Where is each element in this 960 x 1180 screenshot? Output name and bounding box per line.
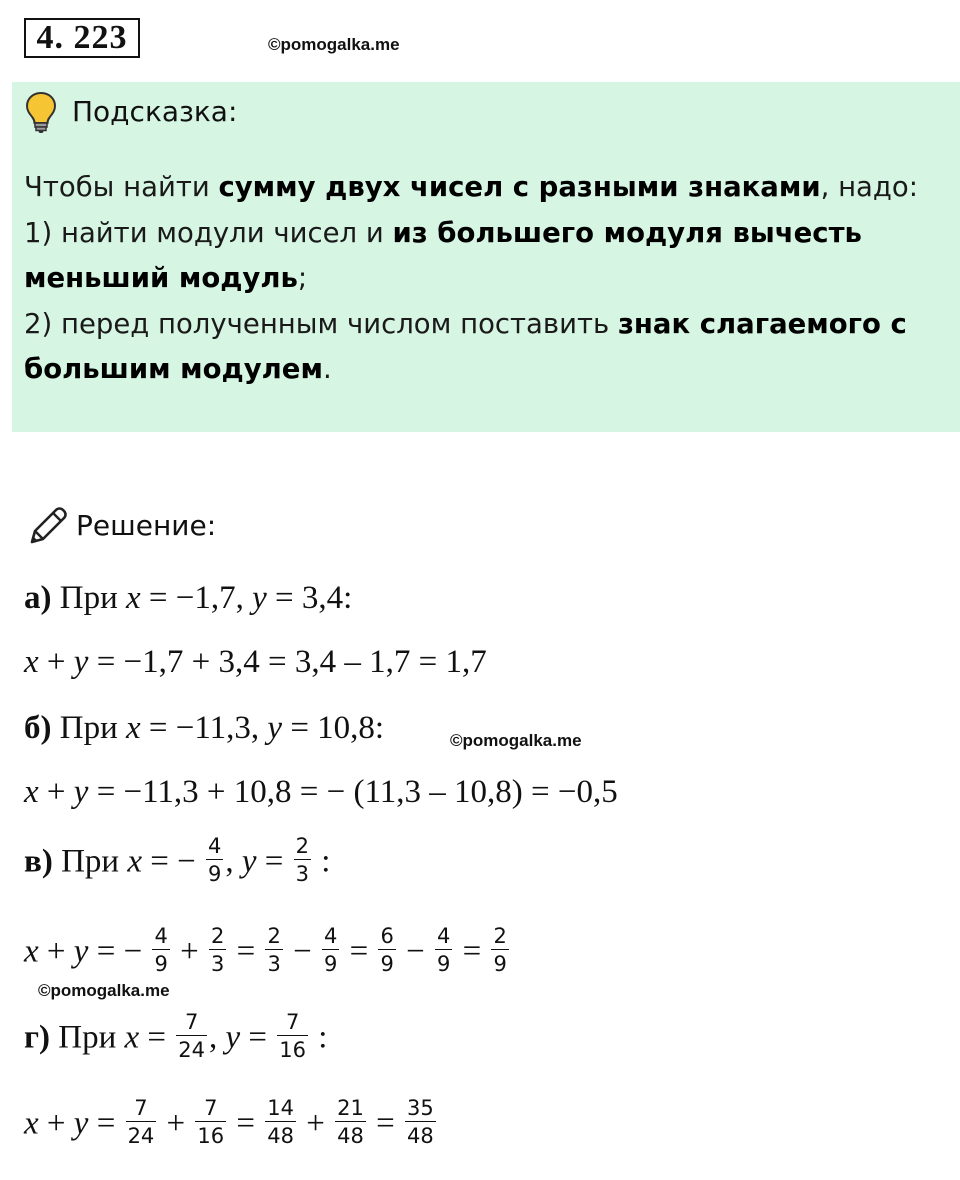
item-label: а) xyxy=(24,580,52,616)
fraction-denominator: 16 xyxy=(279,1038,307,1062)
hint-line-1 xyxy=(24,165,949,211)
math-text: = −11,3 + 10,8 = − (11,3 – 10,8) = −0,5 xyxy=(88,774,618,810)
var-y: y xyxy=(225,1019,241,1056)
hint-text-bold: меньший модуль xyxy=(24,262,298,294)
hint-text xyxy=(24,165,949,393)
var-y: y xyxy=(73,774,89,810)
var-x: x xyxy=(126,710,141,746)
solution-title: Решение: xyxy=(76,509,217,542)
var-x: x xyxy=(24,644,39,680)
var-x: x xyxy=(126,580,141,616)
fraction-numerator: 4 xyxy=(323,924,338,948)
hint-text-bold: из большего модуля вычесть xyxy=(392,216,862,249)
watermark-bottom: ©pomogalka.me xyxy=(38,981,170,1000)
item-label: г) xyxy=(24,1019,50,1056)
fraction-numerator: 7 xyxy=(277,1010,308,1036)
fraction-denominator: 9 xyxy=(380,952,394,976)
fraction-numerator: 4 xyxy=(436,924,451,948)
fraction xyxy=(265,924,282,976)
math-text: − xyxy=(397,933,433,970)
pencil-icon xyxy=(26,504,70,548)
solution-g-calc xyxy=(24,1096,438,1152)
math-text: = xyxy=(228,933,264,970)
hint-text-bold: знак слагаемого с xyxy=(617,307,907,340)
fraction-numerator: 7 xyxy=(126,1096,157,1122)
math-text: = xyxy=(240,1019,276,1056)
hint-line-2 xyxy=(24,211,949,257)
fraction xyxy=(277,1010,308,1062)
fraction xyxy=(322,924,339,976)
math-text: = xyxy=(454,933,490,970)
var-x: x xyxy=(24,1105,39,1142)
math-text: = xyxy=(139,1019,175,1056)
math-text: : xyxy=(318,1019,328,1056)
fraction-denominator: 48 xyxy=(407,1124,434,1148)
hint-line-4 xyxy=(24,302,949,348)
math-text: При xyxy=(49,1019,125,1056)
item-label: б) xyxy=(24,710,52,746)
fraction-denominator: 9 xyxy=(493,952,507,976)
hint-text-plain: ; xyxy=(297,262,308,294)
fraction xyxy=(435,924,452,976)
fraction-denominator: 9 xyxy=(154,952,168,976)
fraction-numerator: 14 xyxy=(267,1096,295,1120)
var-y: y xyxy=(73,933,89,970)
math-text: При xyxy=(51,710,126,746)
fraction-numerator: 7 xyxy=(176,1010,207,1036)
fraction xyxy=(335,1096,366,1148)
fraction-numerator: 35 xyxy=(407,1096,434,1120)
var-y: y xyxy=(267,710,283,746)
math-text: = 10,8: xyxy=(282,710,385,746)
var-x: x xyxy=(24,933,39,970)
hint-line-5 xyxy=(24,347,949,393)
fraction-numerator: 4 xyxy=(207,834,222,858)
lightbulb-icon xyxy=(24,90,58,134)
math-text: , xyxy=(225,843,242,880)
math-text: = xyxy=(341,933,377,970)
math-text: : xyxy=(321,843,331,880)
hint-text-plain: 2) перед полученным числом поставить xyxy=(24,307,618,340)
math-text: = xyxy=(88,1105,124,1142)
var-x: x xyxy=(124,1019,140,1056)
fraction xyxy=(378,924,395,976)
fraction-denominator: 16 xyxy=(197,1124,225,1148)
math-text: + xyxy=(38,644,74,680)
fraction-denominator: 24 xyxy=(127,1124,155,1148)
fraction-denominator: 3 xyxy=(295,862,309,886)
fraction-denominator: 9 xyxy=(323,952,338,976)
math-text: = xyxy=(367,1105,403,1142)
solution-b-condition xyxy=(24,708,384,748)
var-x: x xyxy=(24,774,39,810)
hint-title: Подсказка: xyxy=(72,95,238,128)
math-text: = xyxy=(228,1105,264,1142)
fraction-denominator: 3 xyxy=(267,952,281,976)
math-text: − xyxy=(123,933,151,970)
var-y: y xyxy=(252,580,267,616)
solution-v-condition xyxy=(24,834,331,890)
fraction-denominator: 3 xyxy=(210,952,225,976)
fraction xyxy=(176,1010,207,1062)
math-text: = − xyxy=(141,843,204,880)
math-text: При xyxy=(52,843,128,880)
fraction-numerator: 21 xyxy=(337,1096,364,1120)
math-text: + xyxy=(158,1105,194,1142)
math-text: + xyxy=(38,774,74,810)
math-text: + xyxy=(38,1105,74,1142)
fraction xyxy=(152,924,169,976)
solution-a-calc xyxy=(24,642,487,682)
math-text: = xyxy=(88,933,124,970)
fraction-numerator: 2 xyxy=(493,924,507,948)
var-y: y xyxy=(73,644,89,680)
fraction-numerator: 2 xyxy=(295,834,309,858)
hint-text-plain: Чтобы найти xyxy=(24,171,219,203)
hint-text-plain: . xyxy=(322,353,332,385)
fraction-denominator: 48 xyxy=(267,1124,295,1148)
fraction xyxy=(294,834,311,886)
watermark-top: ©pomogalka.me xyxy=(268,35,400,54)
fraction xyxy=(126,1096,157,1148)
math-text: При xyxy=(51,580,126,616)
watermark-middle: ©pomogalka.me xyxy=(450,731,582,750)
fraction xyxy=(206,834,223,886)
math-text: + xyxy=(38,933,74,970)
fraction-denominator: 9 xyxy=(207,862,222,886)
fraction xyxy=(265,1096,296,1148)
math-text: + xyxy=(298,1105,334,1142)
var-x: x xyxy=(127,843,142,880)
fraction-numerator: 7 xyxy=(195,1096,226,1122)
solution-a-condition xyxy=(24,578,352,618)
hint-text-bold: сумму двух чисел с разными знаками xyxy=(218,171,821,203)
fraction-numerator: 2 xyxy=(267,924,281,948)
math-text: = xyxy=(256,843,292,880)
fraction xyxy=(491,924,508,976)
math-text: = 3,4: xyxy=(266,580,353,616)
math-text: = −1,7, xyxy=(140,580,253,616)
hint-text-plain: , надо: xyxy=(820,171,919,203)
fraction-numerator: 4 xyxy=(154,924,168,948)
fraction xyxy=(195,1096,226,1148)
math-text: + xyxy=(171,933,207,970)
fraction-denominator: 48 xyxy=(337,1124,364,1148)
fraction-denominator: 24 xyxy=(178,1038,205,1062)
hint-line-3 xyxy=(24,256,949,302)
math-text: = −1,7 + 3,4 = 3,4 – 1,7 = 1,7 xyxy=(88,644,487,680)
fraction-numerator: 2 xyxy=(210,924,225,948)
math-text: = −11,3, xyxy=(140,710,268,746)
var-y: y xyxy=(73,1105,89,1142)
task-number: 4. 223 xyxy=(24,18,140,58)
solution-v-calc xyxy=(24,924,511,980)
fraction xyxy=(209,924,226,976)
solution-b-calc xyxy=(24,772,618,812)
fraction-denominator: 9 xyxy=(436,952,451,976)
var-y: y xyxy=(241,843,257,880)
math-text: − xyxy=(284,933,320,970)
fraction xyxy=(405,1096,436,1148)
fraction-numerator: 6 xyxy=(380,924,394,948)
math-text: , xyxy=(209,1019,226,1056)
solution-g-condition xyxy=(24,1010,328,1066)
hint-text-bold: большим модулем xyxy=(24,353,323,385)
item-label: в) xyxy=(24,843,53,880)
hint-text-plain: 1) найти модули чисел и xyxy=(24,216,393,249)
